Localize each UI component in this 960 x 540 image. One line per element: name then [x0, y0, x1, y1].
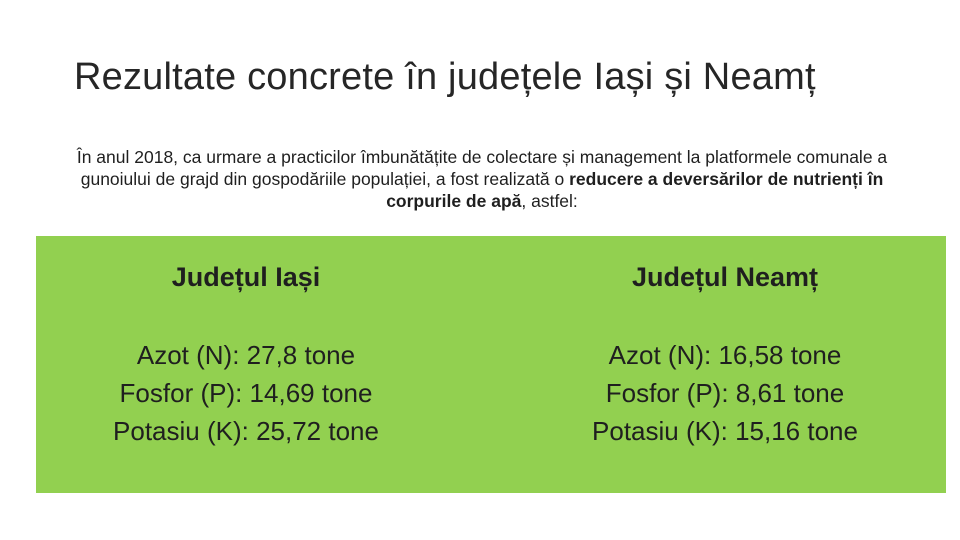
- intro-text-end: , astfel:: [521, 191, 578, 211]
- column-heading-iasi: Județul Iași: [171, 262, 321, 292]
- values-neamt: [515, 336, 935, 450]
- value-line-potassium-iasi: Potasiu (K): 25,72 tone: [113, 416, 379, 446]
- slide-title: Rezultate concrete în județele Iași și Neamț: [74, 56, 816, 98]
- intro-text-start: În anul 2018, ca urmare a practicilor îmbunătățite de colectare și management la platformele comunale a gunoiului de grajd din gospodăriile populației, a fost realizată o: [76, 147, 888, 189]
- value-line-potassium-neamt: Potasiu (K): 15,16 tone: [592, 416, 858, 446]
- values-iasi: [36, 336, 456, 450]
- results-panel: [36, 236, 946, 493]
- intro-paragraph: [60, 146, 904, 212]
- value-line-phosphorus-iasi: Fosfor (P): 14,69 tone: [119, 378, 373, 408]
- value-line-nitrogen-iasi: Azot (N): 27,8 tone: [136, 340, 356, 370]
- column-heading-neamt: Județul Neamț: [631, 262, 819, 292]
- value-line-phosphorus-neamt: Fosfor (P): 8,61 tone: [605, 378, 845, 408]
- value-line-nitrogen-neamt: Azot (N): 16,58 tone: [608, 340, 842, 370]
- intro-emphasis: reducere a deversărilor de nutrienți în corpurile de apă: [386, 169, 884, 211]
